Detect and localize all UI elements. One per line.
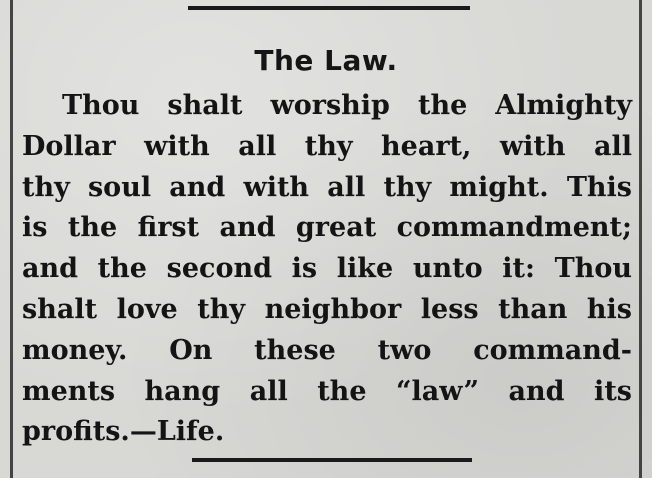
top-divider-rule [188,6,470,10]
body-line-last: profits.—Life. [22,416,225,448]
body-line: ments hang all the “law” and its [22,375,632,407]
body-line: and the second is like unto it: Thou [22,253,632,285]
headline: The Law. [254,44,398,77]
body-line: Dollar with all thy heart, with all [22,130,632,162]
body-line: thy soul and with all thy might. This [22,171,632,203]
article-body [22,86,632,453]
body-line: money. On these two command- [22,334,632,366]
body-line: Thou shalt worship the Almighty [62,90,632,121]
bottom-divider-rule [192,458,472,462]
body-line: is the first and great commandment; [22,212,632,244]
body-line: shalt love thy neighbor less than his [22,293,632,325]
